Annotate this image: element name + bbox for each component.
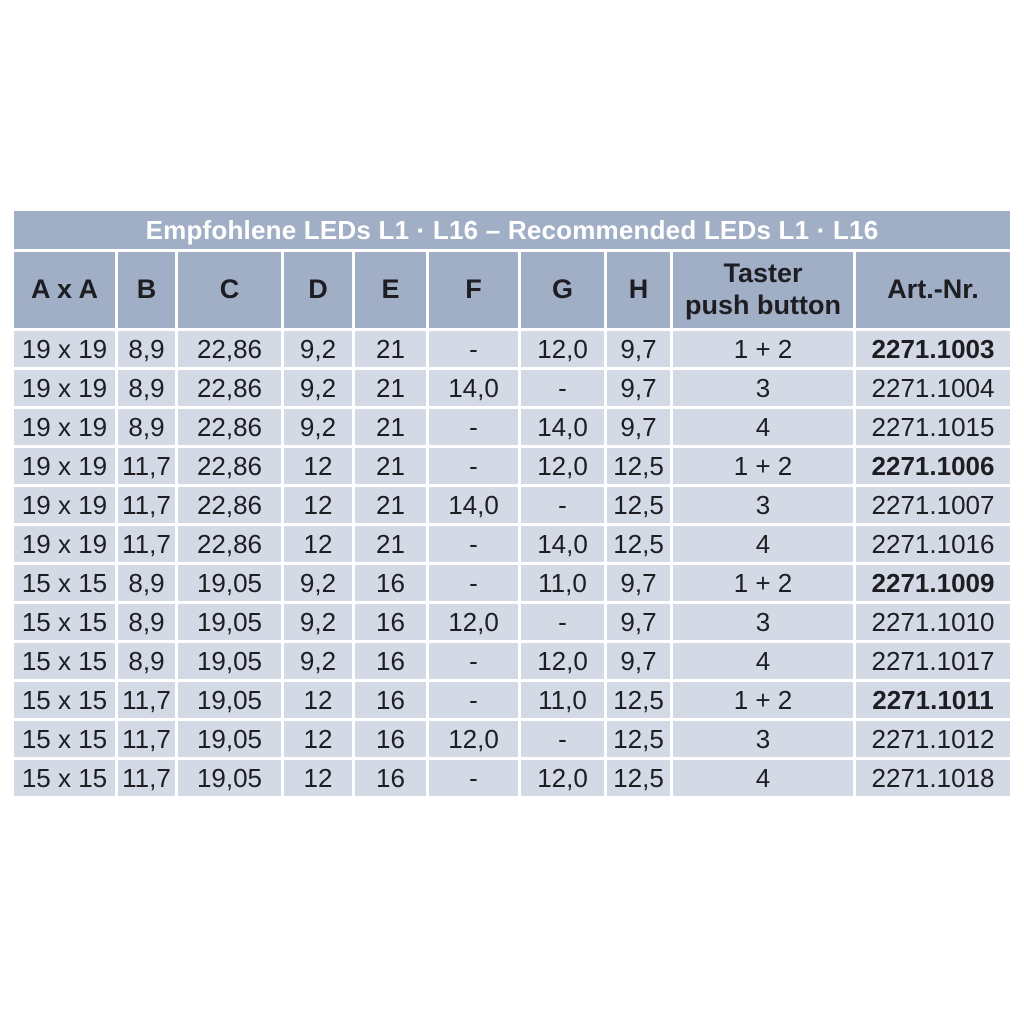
cell-g: 12,0 <box>521 643 604 679</box>
cell-c: 22,86 <box>178 409 281 445</box>
cell-g: - <box>521 487 604 523</box>
cell-taster: 4 <box>673 526 853 562</box>
cell-h: 12,5 <box>607 721 670 757</box>
cell-artnr: 2271.1003 <box>856 331 1010 367</box>
cell-taster: 1 + 2 <box>673 331 853 367</box>
cell-c: 19,05 <box>178 682 281 718</box>
cell-d: 12 <box>284 448 352 484</box>
cell-c: 22,86 <box>178 370 281 406</box>
cell-axa: 15 x 15 <box>14 721 115 757</box>
cell-b: 8,9 <box>118 604 175 640</box>
cell-artnr: 2271.1016 <box>856 526 1010 562</box>
column-header-b: B <box>118 252 175 328</box>
column-header-g: G <box>521 252 604 328</box>
cell-e: 21 <box>355 331 426 367</box>
cell-g: - <box>521 721 604 757</box>
cell-taster: 1 + 2 <box>673 448 853 484</box>
column-header-taster-de: Taster <box>723 258 803 289</box>
cell-axa: 19 x 19 <box>14 409 115 445</box>
cell-d: 9,2 <box>284 604 352 640</box>
cell-b: 11,7 <box>118 682 175 718</box>
cell-g: 12,0 <box>521 448 604 484</box>
cell-taster: 4 <box>673 409 853 445</box>
cell-artnr: 2271.1010 <box>856 604 1010 640</box>
column-header-axa: A x A <box>14 252 115 328</box>
cell-e: 21 <box>355 487 426 523</box>
cell-h: 9,7 <box>607 604 670 640</box>
cell-axa: 15 x 15 <box>14 643 115 679</box>
cell-e: 16 <box>355 565 426 601</box>
cell-h: 9,7 <box>607 565 670 601</box>
cell-h: 9,7 <box>607 370 670 406</box>
cell-e: 16 <box>355 604 426 640</box>
cell-c: 19,05 <box>178 760 281 796</box>
cell-d: 9,2 <box>284 331 352 367</box>
cell-taster: 4 <box>673 760 853 796</box>
cell-e: 21 <box>355 448 426 484</box>
cell-g: 14,0 <box>521 409 604 445</box>
cell-b: 8,9 <box>118 409 175 445</box>
cell-taster: 1 + 2 <box>673 682 853 718</box>
cell-e: 21 <box>355 526 426 562</box>
cell-c: 19,05 <box>178 604 281 640</box>
cell-f: 14,0 <box>429 487 518 523</box>
cell-d: 9,2 <box>284 409 352 445</box>
cell-e: 16 <box>355 643 426 679</box>
cell-d: 12 <box>284 760 352 796</box>
led-recommendation-table <box>14 211 1010 796</box>
cell-f: - <box>429 331 518 367</box>
cell-b: 8,9 <box>118 643 175 679</box>
cell-taster: 3 <box>673 487 853 523</box>
cell-b: 8,9 <box>118 331 175 367</box>
cell-taster: 3 <box>673 604 853 640</box>
cell-d: 12 <box>284 682 352 718</box>
cell-f: 14,0 <box>429 370 518 406</box>
cell-f: - <box>429 760 518 796</box>
cell-h: 9,7 <box>607 643 670 679</box>
cell-g: - <box>521 370 604 406</box>
cell-artnr: 2271.1006 <box>856 448 1010 484</box>
cell-taster: 4 <box>673 643 853 679</box>
cell-f: - <box>429 565 518 601</box>
cell-b: 11,7 <box>118 526 175 562</box>
cell-d: 12 <box>284 526 352 562</box>
column-header-taster-en: push button <box>685 290 841 320</box>
cell-e: 21 <box>355 370 426 406</box>
column-header-h: H <box>607 252 670 328</box>
cell-g: 11,0 <box>521 565 604 601</box>
cell-artnr: 2271.1018 <box>856 760 1010 796</box>
table-title: Empfohlene LEDs L1 · L16 – Recommended LEDs L1 · L16 <box>14 211 1010 249</box>
cell-axa: 19 x 19 <box>14 526 115 562</box>
cell-taster: 3 <box>673 370 853 406</box>
cell-c: 22,86 <box>178 331 281 367</box>
cell-b: 11,7 <box>118 448 175 484</box>
cell-f: - <box>429 448 518 484</box>
cell-c: 22,86 <box>178 448 281 484</box>
cell-h: 9,7 <box>607 331 670 367</box>
cell-axa: 15 x 15 <box>14 565 115 601</box>
cell-artnr: 2271.1007 <box>856 487 1010 523</box>
cell-d: 9,2 <box>284 643 352 679</box>
cell-axa: 15 x 15 <box>14 760 115 796</box>
column-header-artnr: Art.-Nr. <box>856 252 1010 328</box>
cell-artnr: 2271.1011 <box>856 682 1010 718</box>
cell-f: - <box>429 409 518 445</box>
cell-axa: 15 x 15 <box>14 604 115 640</box>
cell-artnr: 2271.1009 <box>856 565 1010 601</box>
cell-f: - <box>429 643 518 679</box>
cell-h: 12,5 <box>607 526 670 562</box>
cell-d: 12 <box>284 487 352 523</box>
cell-artnr: 2271.1017 <box>856 643 1010 679</box>
column-header-c: C <box>178 252 281 328</box>
cell-g: - <box>521 604 604 640</box>
cell-e: 21 <box>355 409 426 445</box>
cell-g: 12,0 <box>521 760 604 796</box>
cell-g: 12,0 <box>521 331 604 367</box>
cell-b: 8,9 <box>118 370 175 406</box>
cell-c: 19,05 <box>178 643 281 679</box>
cell-axa: 19 x 19 <box>14 331 115 367</box>
cell-e: 16 <box>355 682 426 718</box>
cell-axa: 19 x 19 <box>14 448 115 484</box>
column-header-taster <box>673 252 853 328</box>
cell-d: 9,2 <box>284 565 352 601</box>
cell-c: 19,05 <box>178 721 281 757</box>
cell-axa: 19 x 19 <box>14 487 115 523</box>
column-header-d: D <box>284 252 352 328</box>
cell-b: 11,7 <box>118 721 175 757</box>
cell-h: 9,7 <box>607 409 670 445</box>
cell-taster: 1 + 2 <box>673 565 853 601</box>
cell-h: 12,5 <box>607 487 670 523</box>
cell-h: 12,5 <box>607 448 670 484</box>
cell-f: - <box>429 682 518 718</box>
cell-e: 16 <box>355 760 426 796</box>
table-grid <box>14 252 1010 796</box>
cell-c: 22,86 <box>178 526 281 562</box>
cell-h: 12,5 <box>607 682 670 718</box>
cell-d: 12 <box>284 721 352 757</box>
cell-artnr: 2271.1012 <box>856 721 1010 757</box>
cell-f: - <box>429 526 518 562</box>
cell-axa: 15 x 15 <box>14 682 115 718</box>
cell-c: 22,86 <box>178 487 281 523</box>
cell-f: 12,0 <box>429 604 518 640</box>
column-header-e: E <box>355 252 426 328</box>
cell-g: 14,0 <box>521 526 604 562</box>
cell-b: 8,9 <box>118 565 175 601</box>
cell-artnr: 2271.1004 <box>856 370 1010 406</box>
cell-axa: 19 x 19 <box>14 370 115 406</box>
cell-h: 12,5 <box>607 760 670 796</box>
cell-c: 19,05 <box>178 565 281 601</box>
cell-artnr: 2271.1015 <box>856 409 1010 445</box>
cell-g: 11,0 <box>521 682 604 718</box>
cell-taster: 3 <box>673 721 853 757</box>
cell-d: 9,2 <box>284 370 352 406</box>
cell-e: 16 <box>355 721 426 757</box>
cell-b: 11,7 <box>118 487 175 523</box>
cell-b: 11,7 <box>118 760 175 796</box>
column-header-f: F <box>429 252 518 328</box>
cell-f: 12,0 <box>429 721 518 757</box>
